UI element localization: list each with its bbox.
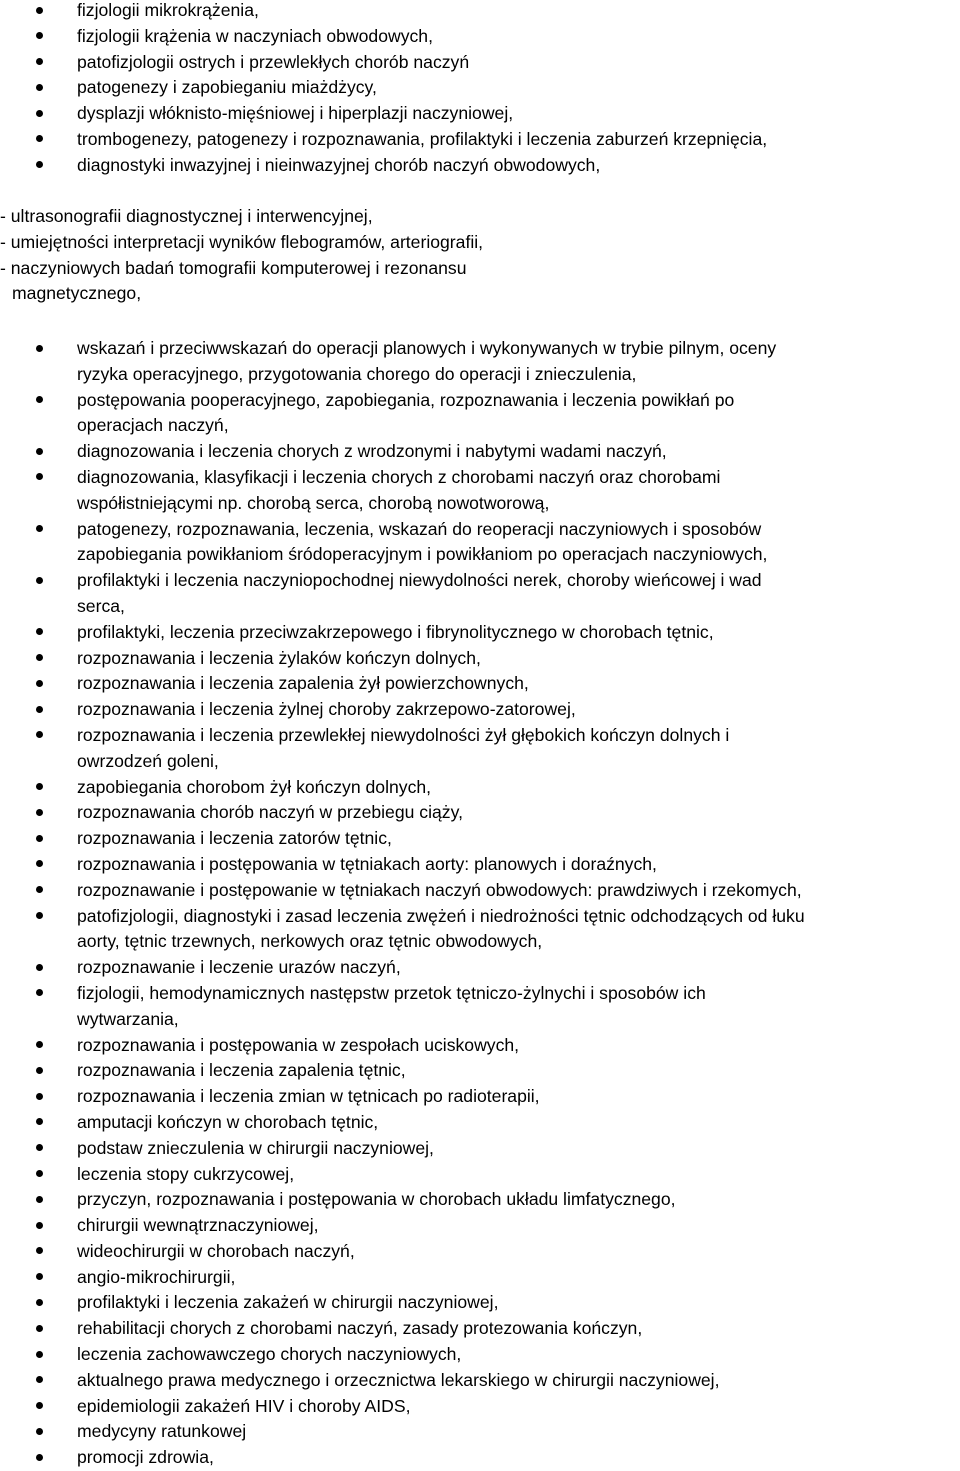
list-item-text: amputacji kończyn w chorobach tętnic, bbox=[77, 1111, 379, 1132]
bullet-icon bbox=[36, 783, 43, 790]
list-item-text: rehabilitacji chorych z chorobami naczyń, zasady protezowania kończyn, bbox=[77, 1318, 643, 1339]
list-item bbox=[0, 1187, 805, 1213]
list-item-text: wytwarzania, bbox=[77, 1008, 179, 1029]
list-item-text: rozpoznawanie i postępowanie w tętniakach naczyń obwodowych: prawdziwych i rzekomych, bbox=[77, 879, 802, 900]
list-item bbox=[0, 981, 805, 1033]
list-item-text: patofizjologii, diagnostyki i zasad leczenia zwężeń i niedrożności tętnic odchodzących od łuku bbox=[77, 905, 805, 926]
dash-item-text: magnetycznego, bbox=[12, 283, 142, 304]
list-item-text: fizjologii krążenia w naczyniach obwodowych, bbox=[77, 25, 433, 46]
list-item-text: epidemiologii zakażeń HIV i choroby AIDS, bbox=[77, 1395, 411, 1416]
list-item-text: owrzodzeń goleni, bbox=[77, 750, 219, 771]
list-item bbox=[0, 955, 805, 981]
bullet-icon bbox=[36, 706, 43, 713]
knowledge-list-clinical bbox=[0, 336, 805, 1471]
list-item-text: ryzyka operacyjnego, przygotowania chorego do operacji i znieczulenia, bbox=[77, 363, 637, 384]
bullet-icon bbox=[36, 1067, 43, 1074]
list-item bbox=[0, 24, 767, 50]
list-item bbox=[0, 1445, 805, 1471]
dash-list-diagnostics bbox=[0, 204, 483, 307]
list-item bbox=[0, 50, 767, 76]
list-item bbox=[0, 336, 805, 388]
bullet-icon bbox=[36, 1428, 43, 1435]
bullet-icon bbox=[36, 577, 43, 584]
list-item bbox=[0, 1058, 805, 1084]
bullet-icon bbox=[36, 1247, 43, 1254]
bullet-icon bbox=[36, 912, 43, 919]
bullet-icon bbox=[36, 58, 43, 65]
bullet-icon bbox=[36, 32, 43, 39]
bullet-icon bbox=[36, 448, 43, 455]
list-item bbox=[0, 800, 805, 826]
list-item bbox=[0, 153, 767, 179]
bullet-icon bbox=[36, 1093, 43, 1100]
bullet-icon bbox=[36, 110, 43, 117]
bullet-icon bbox=[36, 1273, 43, 1280]
list-item bbox=[0, 465, 805, 517]
knowledge-list-basic bbox=[0, 0, 767, 179]
list-item-text: diagnozowania i leczenia chorych z wrodzonymi i nabytymi wadami naczyń, bbox=[77, 441, 667, 462]
list-item-text: rozpoznawania i leczenia zatorów tętnic, bbox=[77, 828, 392, 849]
list-item-text: rozpoznawania chorób naczyń w przebiegu ciąży, bbox=[77, 802, 463, 823]
bullet-icon bbox=[36, 835, 43, 842]
list-item-text: zapobiegania powikłaniom śródoperacyjnym i powikłaniom po operacjach naczyniowych, bbox=[77, 544, 768, 565]
list-item bbox=[0, 1419, 805, 1445]
list-item-text: patogenezy, rozpoznawania, leczenia, wskazań do reoperacji naczyniowych i sposobów bbox=[77, 518, 762, 539]
list-item-text: angio-mikrochirurgii, bbox=[77, 1266, 236, 1287]
list-item-text: zapobiegania chorobom żył kończyn dolnych, bbox=[77, 776, 432, 797]
list-item bbox=[0, 852, 805, 878]
list-item-text: wskazań i przeciwwskazań do operacji planowych i wykonywanych w trybie pilnym, oceny bbox=[77, 338, 777, 358]
bullet-icon bbox=[36, 809, 43, 816]
list-item-text: współistniejącymi np. chorobą serca, chorobą nowotworową, bbox=[77, 492, 550, 513]
list-item bbox=[0, 697, 805, 723]
list-item bbox=[0, 1316, 805, 1342]
bullet-icon bbox=[36, 84, 43, 91]
list-item-text: rozpoznawanie i leczenie urazów naczyń, bbox=[77, 957, 401, 978]
list-item-text: leczenia zachowawczego chorych naczyniowych, bbox=[77, 1344, 462, 1365]
list-item bbox=[0, 1162, 805, 1188]
list-item-text: rozpoznawania i postępowania w zespołach uciskowych, bbox=[77, 1034, 520, 1055]
list-item-text: patofizjologii ostrych i przewlekłych chorób naczyń bbox=[77, 51, 470, 72]
list-item bbox=[0, 0, 767, 24]
dash-item-text: - ultrasonografii diagnostycznej i interwencyjnej, bbox=[0, 206, 373, 226]
bullet-icon bbox=[36, 731, 43, 738]
list-item bbox=[0, 1290, 805, 1316]
list-item bbox=[0, 101, 767, 127]
list-item bbox=[0, 127, 767, 153]
list-item bbox=[0, 1265, 805, 1291]
dash-item bbox=[0, 256, 483, 308]
list-item bbox=[0, 517, 805, 569]
list-item bbox=[0, 723, 805, 775]
bullet-icon bbox=[36, 473, 43, 480]
list-item bbox=[0, 620, 805, 646]
list-item-text: operacjach naczyń, bbox=[77, 415, 229, 436]
list-item bbox=[0, 904, 805, 956]
bullet-icon bbox=[36, 1170, 43, 1177]
list-item bbox=[0, 1110, 805, 1136]
bullet-icon bbox=[36, 1299, 43, 1306]
list-item bbox=[0, 878, 805, 904]
bullet-icon bbox=[36, 7, 43, 14]
list-item-text: diagnostyki inwazyjnej i nieinwazyjnej chorób naczyń obwodowych, bbox=[77, 154, 601, 175]
list-item bbox=[0, 1033, 805, 1059]
bullet-icon bbox=[36, 1351, 43, 1358]
list-item-text: rozpoznawania i leczenia przewlekłej niewydolności żył głębokich kończyn dolnych i bbox=[77, 724, 730, 745]
list-item bbox=[0, 775, 805, 801]
list-item-text: aorty, tętnic trzewnych, nerkowych oraz tętnic obwodowych, bbox=[77, 931, 543, 952]
list-item bbox=[0, 75, 767, 101]
bullet-icon bbox=[36, 135, 43, 142]
bullet-icon bbox=[36, 525, 43, 532]
bullet-icon bbox=[36, 654, 43, 661]
list-item-text: przyczyn, rozpoznawania i postępowania w chorobach układu limfatycznego, bbox=[77, 1189, 676, 1210]
list-item-text: profilaktyki i leczenia naczyniopochodnej niewydolności nerek, choroby wieńcowej i wad bbox=[77, 570, 762, 591]
bullet-icon bbox=[36, 860, 43, 867]
dash-item bbox=[0, 204, 483, 230]
dash-item bbox=[0, 230, 483, 256]
list-item-text: chirurgii wewnątrznaczyniowej, bbox=[77, 1215, 319, 1236]
bullet-icon bbox=[36, 680, 43, 687]
list-item bbox=[0, 388, 805, 440]
list-item bbox=[0, 646, 805, 672]
list-item bbox=[0, 1213, 805, 1239]
bullet-icon bbox=[36, 1222, 43, 1229]
bullet-icon bbox=[36, 989, 43, 996]
list-item bbox=[0, 439, 805, 465]
bullet-icon bbox=[36, 628, 43, 635]
dash-item-text: - umiejętności interpretacji wyników flebogramów, arteriografii, bbox=[0, 231, 484, 252]
list-item-text: medycyny ratunkowej bbox=[77, 1421, 247, 1442]
list-item-text: trombogenezy, patogenezy i rozpoznawania, profilaktyki i leczenia zaburzeń krzepnięcia, bbox=[77, 128, 768, 149]
list-item-text: rozpoznawania i leczenia zapalenia tętnic, bbox=[77, 1060, 406, 1081]
list-item-text: fizjologii, hemodynamicznych następstw przetok tętniczo-żylnychi i sposobów ich bbox=[77, 982, 706, 1003]
bullet-icon bbox=[36, 1376, 43, 1383]
bullet-icon bbox=[36, 1041, 43, 1048]
list-item-text: rozpoznawania i postępowania w tętniakach aorty: planowych i doraźnych, bbox=[77, 853, 657, 874]
list-item bbox=[0, 1394, 805, 1420]
bullet-icon bbox=[36, 345, 43, 352]
bullet-icon bbox=[36, 886, 43, 893]
list-item bbox=[0, 1239, 805, 1265]
list-item bbox=[0, 1368, 805, 1394]
list-item bbox=[0, 1084, 805, 1110]
bullet-icon bbox=[36, 161, 43, 168]
dash-item-text: - naczyniowych badań tomografii komputerowej i rezonansu bbox=[0, 257, 467, 278]
list-item-text: fizjologii mikrokrążenia, bbox=[77, 0, 259, 20]
list-item-text: profilaktyki i leczenia zakażeń w chirurgii naczyniowej, bbox=[77, 1292, 499, 1313]
list-item-text: profilaktyki, leczenia przeciwzakrzepowego i fibrynolitycznego w chorobach tętnic, bbox=[77, 621, 714, 642]
list-item bbox=[0, 568, 805, 620]
list-item bbox=[0, 1342, 805, 1368]
list-item-text: serca, bbox=[77, 595, 125, 616]
bullet-icon bbox=[36, 396, 43, 403]
list-item-text: podstaw znieczulenia w chirurgii naczyniowej, bbox=[77, 1137, 434, 1158]
list-item-text: diagnozowania, klasyfikacji i leczenia chorych z chorobami naczyń oraz chorobami bbox=[77, 466, 721, 487]
list-item-text: leczenia stopy cukrzycowej, bbox=[77, 1163, 295, 1184]
list-item-text: promocji zdrowia, bbox=[77, 1447, 214, 1468]
bullet-icon bbox=[36, 1144, 43, 1151]
list-item-text: aktualnego prawa medycznego i orzecznictwa lekarskiego w chirurgii naczyniowej, bbox=[77, 1369, 720, 1390]
list-item-text: patogenezy i zapobieganiu miażdżycy, bbox=[77, 77, 377, 98]
list-item-text: dysplazji włóknisto-mięśniowej i hiperplazji naczyniowej, bbox=[77, 103, 514, 124]
list-item bbox=[0, 671, 805, 697]
list-item-text: wideochirurgii w chorobach naczyń, bbox=[77, 1240, 355, 1261]
bullet-icon bbox=[36, 1118, 43, 1125]
bullet-icon bbox=[36, 1402, 43, 1409]
bullet-icon bbox=[36, 1454, 43, 1461]
list-item-text: postępowania pooperacyjnego, zapobiegania, rozpoznawania i leczenia powikłań po bbox=[77, 389, 735, 410]
list-item-text: rozpoznawania i leczenia zmian w tętnicach po radioterapii, bbox=[77, 1086, 540, 1107]
bullet-icon bbox=[36, 964, 43, 971]
list-item bbox=[0, 826, 805, 852]
list-item-text: rozpoznawania i leczenia żylnej choroby zakrzepowo-zatorowej, bbox=[77, 699, 576, 720]
bullet-icon bbox=[36, 1325, 43, 1332]
list-item bbox=[0, 1136, 805, 1162]
bullet-icon bbox=[36, 1196, 43, 1203]
list-item-text: rozpoznawania i leczenia zapalenia żył powierzchownych, bbox=[77, 673, 529, 694]
list-item-text: rozpoznawania i leczenia żylaków kończyn dolnych, bbox=[77, 647, 481, 668]
